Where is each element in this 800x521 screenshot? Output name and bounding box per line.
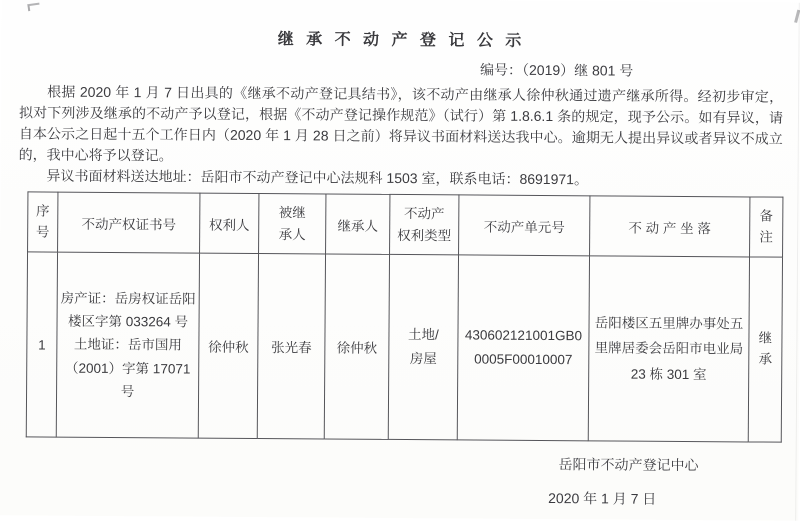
header-unit-no: 不动产单元号 [459, 195, 590, 256]
header-seq [28, 192, 58, 252]
header-decedent [259, 194, 326, 254]
header-heir: 继承人 [326, 194, 390, 254]
header-right-type [390, 194, 459, 254]
header-decedent-label: 被继承人 [278, 205, 306, 242]
header-right-holder: 权利人 [200, 193, 259, 253]
header-seq-label: 序号 [35, 203, 50, 240]
registration-table [26, 191, 784, 442]
notice-paragraph: 根据 2020 年 1 月 7 日出具的《继承不动产登记具结书》，该不动产由继承人徐仲秋通过遗产继承所得。经初步审定， 拟对下列涉及继承的不动产予以登记，根据《不动产登记操作规范》（试行）第 1.8.6.1 条的规定，现予公示。如有异议，请自本公示之日起十五个工作日内（2020 年 1 月 28 日之前）将异议书面材料送达我中心。逾期无人提出异议或者异议不成立的，我中心将予以登记。 [18, 83, 784, 164]
cell-right-holder: 徐仲秋 [198, 253, 258, 438]
remark-value: 继承 [758, 330, 773, 367]
unit-no-value: 430602121001GB00005F00010007 [464, 327, 583, 368]
cert-house: 房产证：岳房权证岳阳楼区字第 033264 号 [60, 290, 196, 330]
cell-unit-no [457, 255, 589, 441]
table-row [26, 252, 782, 442]
cell-remark [748, 257, 782, 442]
cell-location: 岳阳楼区五里牌办事处五里牌居委会岳阳市电业局 23 栋 301 室 [588, 256, 749, 442]
header-cert-no: 不动产权证书号 [58, 192, 200, 253]
cell-decedent: 张光春 [257, 254, 325, 439]
cert-land: 土地证：岳市国用（2001）字第 17071 号 [65, 337, 191, 399]
cell-cert-no [56, 252, 199, 438]
header-remark [750, 197, 783, 257]
cell-right-type [388, 254, 458, 439]
cell-seq: 1 [26, 252, 57, 437]
objection-address-paragraph: 异议书面材料送达地址：岳阳市不动产登记中心法规科 1503 室，联系电话：8691971。 [46, 167, 589, 188]
header-location: 不 动 产 坐 落 [590, 196, 750, 257]
header-right-type-label: 不动产 权利类型 [397, 205, 452, 243]
issuing-organization: 岳阳市不动产登记中心 [558, 456, 699, 474]
issue-date: 2020 年 1 月 7 日 [548, 490, 657, 507]
document-number: 编号：（2019）继 801 号 [479, 61, 634, 79]
header-remark-label: 备注 [759, 208, 774, 245]
right-type-value: 土地/房屋 [408, 326, 439, 367]
table-header-row [28, 192, 783, 257]
page-title: 继 承 不 动 产 登 记 公 示 [277, 31, 526, 50]
cell-heir: 徐仲秋 [324, 254, 389, 439]
